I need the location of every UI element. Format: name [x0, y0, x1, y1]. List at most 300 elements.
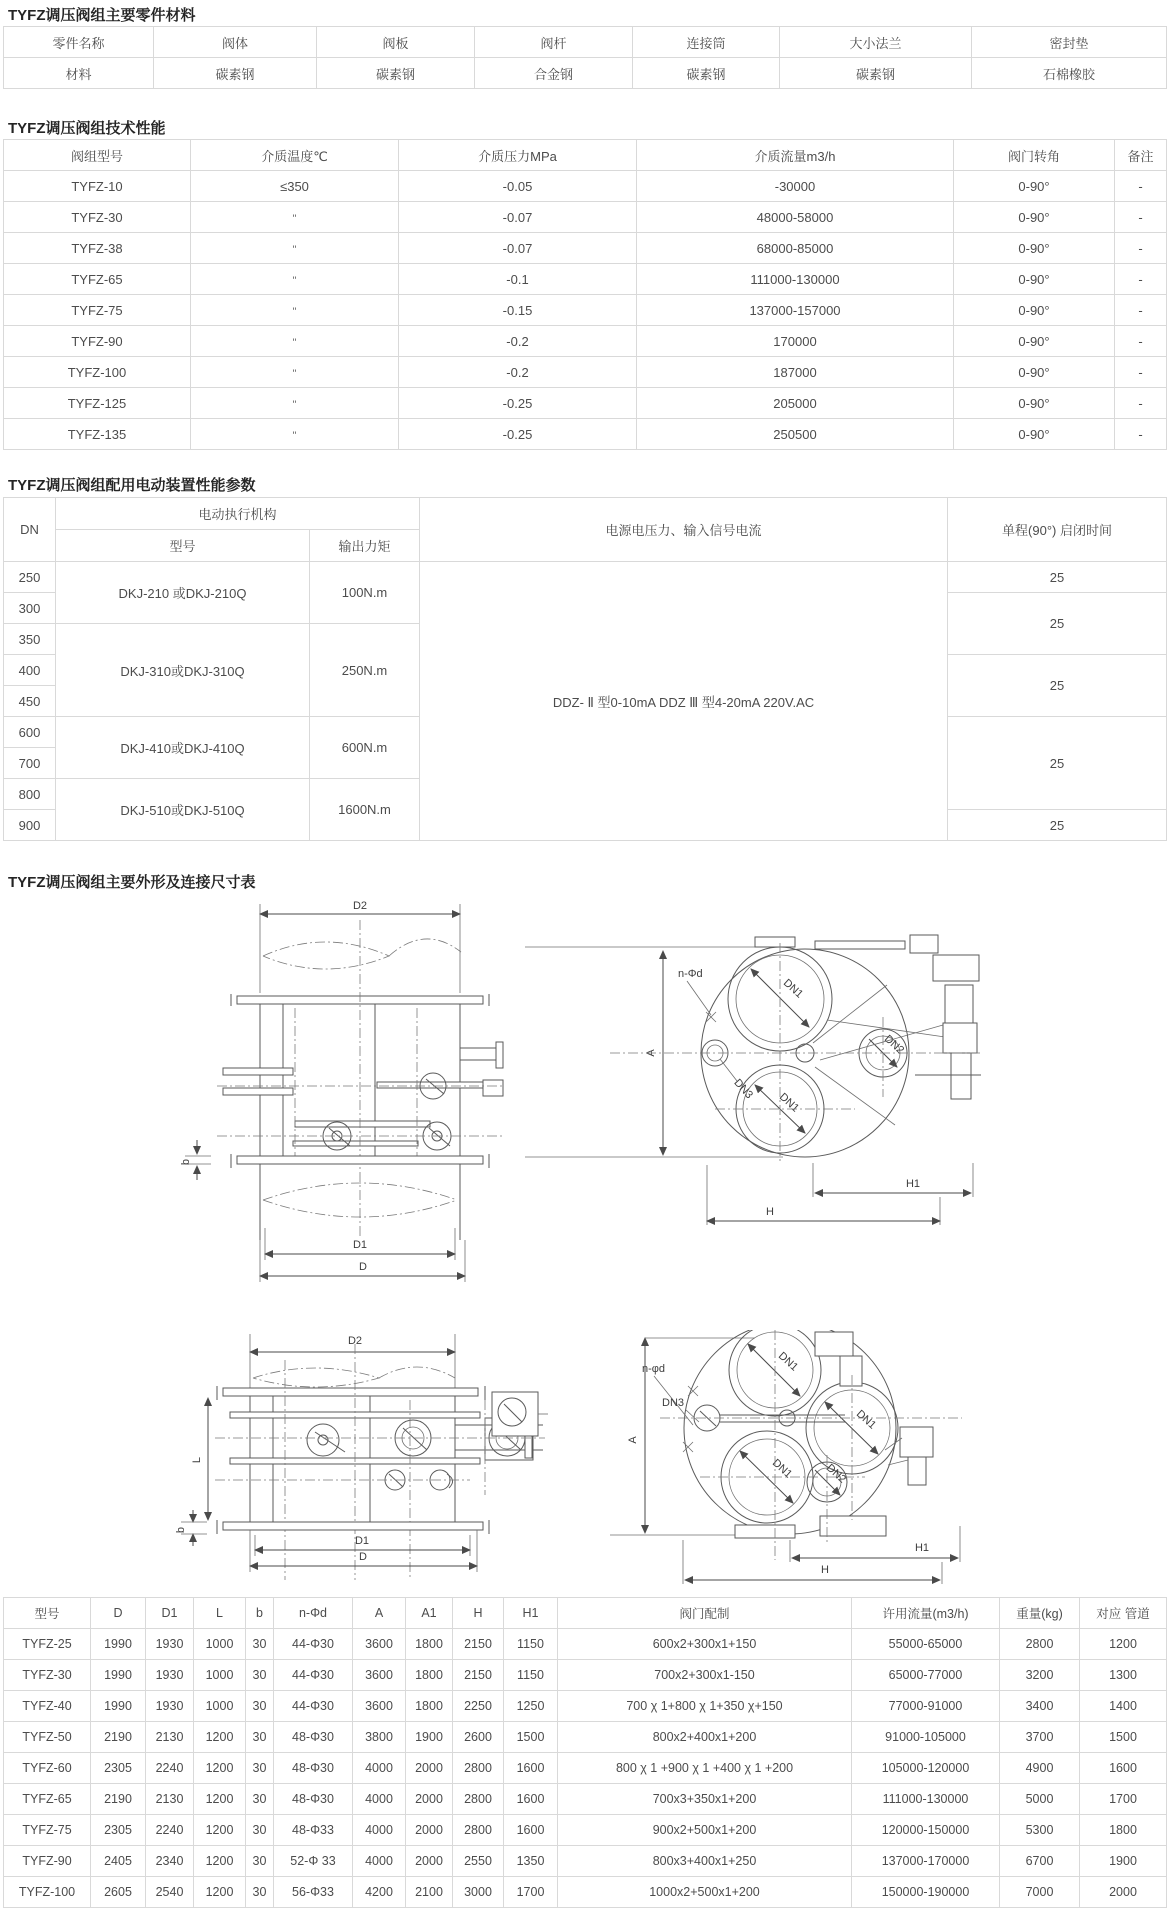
tech-cell: 111000-130000 [637, 264, 954, 295]
dims-cell: 44-Φ30 [274, 1691, 353, 1722]
dims-cell: 1200 [194, 1722, 246, 1753]
table-header-row [4, 498, 1167, 530]
dims-cell: 30 [246, 1846, 274, 1877]
dim-label-dn1: DN1 [769, 1456, 795, 1481]
dims-cell: 48-Φ30 [274, 1753, 353, 1784]
dims-cell: 2250 [453, 1691, 504, 1722]
dims-cell: 30 [246, 1753, 274, 1784]
torque-cell: 1600N.m [310, 779, 420, 841]
dims-cell: 2000 [1080, 1877, 1167, 1908]
tech-cell: TYFZ-135 [4, 419, 191, 450]
drawing-side-view-upper [165, 898, 505, 1293]
dim-label-n-phi-d: n-φd [642, 1363, 666, 1375]
drawing-face-view-upper [515, 925, 985, 1235]
dims-cell: 1700 [504, 1877, 558, 1908]
tech-cell: TYFZ-10 [4, 171, 191, 202]
dims-cell: 3600 [353, 1629, 406, 1660]
materials-header-cell: 连接筒 [633, 27, 780, 58]
dims-cell: 2130 [146, 1784, 194, 1815]
dims-col-header: H [453, 1598, 504, 1629]
dn-cell: 350 [4, 624, 56, 655]
dims-cell: TYFZ-100 [4, 1877, 91, 1908]
device-col-power: 电源电压力、输入信号电流 [420, 498, 948, 562]
dims-col-header: 许用流量(m3/h) [852, 1598, 1000, 1629]
dims-cell: 1930 [146, 1660, 194, 1691]
dims-cell: 2305 [91, 1815, 146, 1846]
dims-cell: 1600 [1080, 1753, 1167, 1784]
time-cell: 25 [948, 655, 1167, 717]
tech-cell: -0.1 [399, 264, 637, 295]
dims-cell: 2800 [1000, 1629, 1080, 1660]
tech-cell: 68000-85000 [637, 233, 954, 264]
dims-cell: 2240 [146, 1815, 194, 1846]
dims-col-header: n-Φd [274, 1598, 353, 1629]
dims-cell: 1900 [406, 1722, 453, 1753]
dims-cell: 2150 [453, 1629, 504, 1660]
model-cell: DKJ-510或DKJ-510Q [56, 779, 310, 841]
dims-cell: 1000 [194, 1629, 246, 1660]
dim-label-a: A [627, 1436, 639, 1444]
tech-col-header: 介质温度℃ [191, 140, 399, 171]
dims-cell: 2305 [91, 1753, 146, 1784]
dim-label-d1: D1 [352, 1239, 368, 1251]
tech-col-header: 阀组型号 [4, 140, 191, 171]
electric-device-table [3, 497, 1167, 841]
dims-cell: 2000 [406, 1753, 453, 1784]
table-row [4, 1629, 1167, 1660]
dims-cell: 30 [246, 1660, 274, 1691]
dims-col-header: A [353, 1598, 406, 1629]
dims-cell: 48-Φ30 [274, 1722, 353, 1753]
dim-label-dn3: DN3 [662, 1397, 685, 1409]
tech-cell: -0.25 [399, 419, 637, 450]
dim-label-dn1: DN1 [775, 1349, 801, 1374]
dims-cell: TYFZ-75 [4, 1815, 91, 1846]
tech-cell: 0-90° [954, 357, 1115, 388]
dims-cell: 3000 [453, 1877, 504, 1908]
dn-cell: 600 [4, 717, 56, 748]
tech-cell: TYFZ-75 [4, 295, 191, 326]
table-row [4, 562, 1167, 593]
dims-cell: 48-Φ30 [274, 1784, 353, 1815]
dims-cell: 2800 [453, 1784, 504, 1815]
tech-cell: " [191, 202, 399, 233]
section-title-materials: TYFZ调压阀组主要零件材料 [8, 7, 196, 24]
time-cell: 25 [948, 717, 1167, 810]
dims-cell: TYFZ-90 [4, 1846, 91, 1877]
dims-cell: 3600 [353, 1691, 406, 1722]
device-col-model: 型号 [56, 530, 310, 562]
dims-cell: 30 [246, 1877, 274, 1908]
tech-cell: TYFZ-38 [4, 233, 191, 264]
dim-label-dn2: DN2 [823, 1461, 849, 1486]
dims-cell: 4000 [353, 1846, 406, 1877]
tech-cell: TYFZ-100 [4, 357, 191, 388]
dims-cell: 1000x2+500x1+200 [558, 1877, 852, 1908]
table-row [4, 388, 1167, 419]
dims-col-header: L [194, 1598, 246, 1629]
model-cell: DKJ-210 或DKJ-210Q [56, 562, 310, 624]
dims-cell: 1300 [1080, 1660, 1167, 1691]
table-header-row [4, 140, 1167, 171]
dim-label-dn1: DN1 [853, 1407, 879, 1432]
dim-label-n-phi-d: n-Φd [678, 968, 703, 980]
dims-cell: 52-Φ 33 [274, 1846, 353, 1877]
dims-cell: TYFZ-40 [4, 1691, 91, 1722]
dim-label-d: D [359, 1551, 367, 1563]
dims-cell: 1930 [146, 1691, 194, 1722]
dims-cell: 150000-190000 [852, 1877, 1000, 1908]
table-row [4, 233, 1167, 264]
table-row [4, 357, 1167, 388]
dims-cell: 1990 [91, 1691, 146, 1722]
dim-label-d2: D2 [352, 900, 368, 912]
dims-cell: 1600 [504, 1784, 558, 1815]
tech-cell: -0.07 [399, 202, 637, 233]
material-cell: 碳素钢 [317, 58, 475, 89]
dims-cell: 1200 [194, 1815, 246, 1846]
dims-cell: 1900 [1080, 1846, 1167, 1877]
dims-cell: 1500 [1080, 1722, 1167, 1753]
dims-cell: 1800 [406, 1691, 453, 1722]
dims-col-header: A1 [406, 1598, 453, 1629]
materials-header-cell: 阀体 [154, 27, 317, 58]
dims-cell: 3200 [1000, 1660, 1080, 1691]
dims-cell: 48-Φ33 [274, 1815, 353, 1846]
dims-cell: 111000-130000 [852, 1784, 1000, 1815]
tech-cell: TYFZ-65 [4, 264, 191, 295]
tech-cell: 170000 [637, 326, 954, 357]
tech-cell: -0.15 [399, 295, 637, 326]
tech-cell: 0-90° [954, 202, 1115, 233]
torque-cell: 600N.m [310, 717, 420, 779]
material-cell: 碳素钢 [633, 58, 780, 89]
dims-cell: 700x3+350x1+200 [558, 1784, 852, 1815]
device-col-time: 单程(90°) 启闭时间 [948, 498, 1167, 562]
tech-cell: - [1115, 388, 1167, 419]
tech-cell: " [191, 264, 399, 295]
tech-cell: - [1115, 326, 1167, 357]
material-cell: 石棉橡胶 [972, 58, 1167, 89]
tech-performance-table [3, 139, 1167, 450]
torque-cell: 250N.m [310, 624, 420, 717]
dn-cell: 800 [4, 779, 56, 810]
dims-cell: 1600 [504, 1815, 558, 1846]
dims-cell: 1990 [91, 1629, 146, 1660]
dims-cell: 600x2+300x1+150 [558, 1629, 852, 1660]
dim-label-dn1: DN1 [776, 1090, 802, 1115]
table-row [4, 326, 1167, 357]
table-row [4, 1877, 1167, 1908]
dims-cell: 1800 [406, 1629, 453, 1660]
dim-label-h: H [766, 1206, 774, 1218]
dims-cell: 30 [246, 1815, 274, 1846]
dims-cell: 1200 [194, 1877, 246, 1908]
dims-cell: 3600 [353, 1660, 406, 1691]
tech-cell: - [1115, 419, 1167, 450]
section-title-electric-device: TYFZ调压阀组配用电动装置性能参数 [8, 477, 256, 494]
materials-table [3, 26, 1167, 89]
materials-row-label: 材料 [4, 58, 154, 89]
tech-cell: -0.25 [399, 388, 637, 419]
dn-cell: 400 [4, 655, 56, 686]
dim-label-dn3: DN3 [731, 1076, 756, 1102]
dims-cell: 1930 [146, 1629, 194, 1660]
materials-header-cell: 零件名称 [4, 27, 154, 58]
dim-label-d2: D2 [347, 1335, 363, 1347]
tech-cell: 0-90° [954, 171, 1115, 202]
dims-cell: 77000-91000 [852, 1691, 1000, 1722]
tech-cell: ≤350 [191, 171, 399, 202]
dims-cell: 2605 [91, 1877, 146, 1908]
dims-cell: 44-Φ30 [274, 1660, 353, 1691]
device-col-dn: DN [4, 498, 56, 562]
section-title-performance: TYFZ调压阀组技术性能 [8, 120, 166, 137]
tech-cell: " [191, 233, 399, 264]
dims-cell: 4000 [353, 1753, 406, 1784]
tech-cell: TYFZ-30 [4, 202, 191, 233]
tech-cell: " [191, 326, 399, 357]
tech-cell: TYFZ-90 [4, 326, 191, 357]
dims-cell: TYFZ-30 [4, 1660, 91, 1691]
model-cell: DKJ-310或DKJ-310Q [56, 624, 310, 717]
dims-cell: 2550 [453, 1846, 504, 1877]
dims-cell: 4000 [353, 1815, 406, 1846]
dims-cell: TYFZ-65 [4, 1784, 91, 1815]
dim-label-dn1: DN1 [780, 976, 806, 1001]
table-row [4, 295, 1167, 326]
tech-cell: " [191, 419, 399, 450]
dims-cell: 1350 [504, 1846, 558, 1877]
tech-cell: " [191, 295, 399, 326]
tech-cell: 205000 [637, 388, 954, 419]
drawing-side-view-lower [155, 1330, 545, 1595]
device-col-actuator: 电动执行机构 [56, 498, 420, 530]
dims-cell: 700 χ 1+800 χ 1+350 χ+150 [558, 1691, 852, 1722]
dims-col-header: 阀门配制 [558, 1598, 852, 1629]
dn-cell: 300 [4, 593, 56, 624]
dims-cell: 800 χ 1 +900 χ 1 +400 χ 1 +200 [558, 1753, 852, 1784]
dims-cell: 2100 [406, 1877, 453, 1908]
time-cell: 25 [948, 593, 1167, 655]
dims-cell: 4900 [1000, 1753, 1080, 1784]
dn-cell: 250 [4, 562, 56, 593]
tech-cell: 48000-58000 [637, 202, 954, 233]
tech-cell: - [1115, 295, 1167, 326]
tech-cell: 0-90° [954, 264, 1115, 295]
tech-cell: 0-90° [954, 326, 1115, 357]
dims-cell: 4000 [353, 1784, 406, 1815]
dims-cell: 2240 [146, 1753, 194, 1784]
tech-cell: - [1115, 264, 1167, 295]
materials-header-cell: 密封垫 [972, 27, 1167, 58]
table-row [4, 1784, 1167, 1815]
tech-cell: " [191, 357, 399, 388]
dims-cell: 1250 [504, 1691, 558, 1722]
tech-cell: 187000 [637, 357, 954, 388]
table-row [4, 58, 1167, 89]
dims-cell: 2190 [91, 1722, 146, 1753]
dims-cell: 2150 [453, 1660, 504, 1691]
tech-cell: 137000-157000 [637, 295, 954, 326]
dims-cell: 2540 [146, 1877, 194, 1908]
dims-cell: 3700 [1000, 1722, 1080, 1753]
dims-cell: 55000-65000 [852, 1629, 1000, 1660]
table-row [4, 264, 1167, 295]
dims-cell: 65000-77000 [852, 1660, 1000, 1691]
dims-cell: 30 [246, 1784, 274, 1815]
dims-cell: 30 [246, 1691, 274, 1722]
dims-col-header: D1 [146, 1598, 194, 1629]
dims-col-header: 对应 管道 [1080, 1598, 1167, 1629]
dims-cell: 900x2+500x1+200 [558, 1815, 852, 1846]
dn-cell: 700 [4, 748, 56, 779]
dims-cell: TYFZ-60 [4, 1753, 91, 1784]
tech-cell: -0.07 [399, 233, 637, 264]
table-header-row [4, 1598, 1167, 1629]
tech-cell: 0-90° [954, 295, 1115, 326]
dims-cell: 3400 [1000, 1691, 1080, 1722]
dims-cell: 2190 [91, 1784, 146, 1815]
dims-cell: 4200 [353, 1877, 406, 1908]
dims-cell: TYFZ-50 [4, 1722, 91, 1753]
tech-cell: " [191, 388, 399, 419]
table-row [4, 1753, 1167, 1784]
dims-cell: 91000-105000 [852, 1722, 1000, 1753]
dims-col-header: D [91, 1598, 146, 1629]
dim-label-dn2: DN2 [881, 1032, 907, 1057]
table-row [4, 419, 1167, 450]
dims-col-header: 型号 [4, 1598, 91, 1629]
dim-label-l: L [191, 1456, 203, 1464]
dims-cell: 800x2+400x1+200 [558, 1722, 852, 1753]
dims-cell: 1700 [1080, 1784, 1167, 1815]
torque-cell: 100N.m [310, 562, 420, 624]
dims-cell: 120000-150000 [852, 1815, 1000, 1846]
tech-cell: 250500 [637, 419, 954, 450]
dims-cell: 7000 [1000, 1877, 1080, 1908]
dims-cell: 1800 [406, 1660, 453, 1691]
dim-label-d1: D1 [354, 1535, 370, 1547]
dims-cell: 56-Φ33 [274, 1877, 353, 1908]
device-col-torque: 输出力矩 [310, 530, 420, 562]
table-row [4, 1815, 1167, 1846]
tech-col-header: 阀门转角 [954, 140, 1115, 171]
table-row [4, 1691, 1167, 1722]
dims-cell: 1600 [504, 1753, 558, 1784]
section-title-dimensions: TYFZ调压阀组主要外形及连接尺寸表 [8, 874, 256, 891]
dims-cell: 2000 [406, 1784, 453, 1815]
dn-cell: 900 [4, 810, 56, 841]
dims-cell: TYFZ-25 [4, 1629, 91, 1660]
material-cell: 合金钢 [475, 58, 633, 89]
dims-col-header: 重量(kg) [1000, 1598, 1080, 1629]
time-cell: 25 [948, 562, 1167, 593]
dims-cell: 2600 [453, 1722, 504, 1753]
dims-cell: 1200 [194, 1753, 246, 1784]
dims-cell: 137000-170000 [852, 1846, 1000, 1877]
tech-cell: -0.2 [399, 357, 637, 388]
table-row [4, 1722, 1167, 1753]
tech-cell: TYFZ-125 [4, 388, 191, 419]
dims-cell: 3800 [353, 1722, 406, 1753]
dims-cell: 1400 [1080, 1691, 1167, 1722]
dims-cell: 2800 [453, 1753, 504, 1784]
dims-cell: 2000 [406, 1815, 453, 1846]
dims-cell: 1000 [194, 1691, 246, 1722]
tech-cell: - [1115, 357, 1167, 388]
material-cell: 碳素钢 [780, 58, 972, 89]
material-cell: 碳素钢 [154, 58, 317, 89]
dim-label-a: A [645, 1049, 657, 1057]
tech-cell: 0-90° [954, 419, 1115, 450]
materials-header-cell: 大小法兰 [780, 27, 972, 58]
table-row [4, 1660, 1167, 1691]
tech-cell: -0.05 [399, 171, 637, 202]
time-cell: 25 [948, 810, 1167, 841]
tech-cell: -0.2 [399, 326, 637, 357]
tech-col-header: 介质流量m3/h [637, 140, 954, 171]
dims-cell: 1200 [194, 1784, 246, 1815]
dims-cell: 2000 [406, 1846, 453, 1877]
dims-cell: 1800 [1080, 1815, 1167, 1846]
dims-cell: 44-Φ30 [274, 1629, 353, 1660]
tech-cell: -30000 [637, 171, 954, 202]
tech-cell: - [1115, 233, 1167, 264]
dim-label-d: D [359, 1261, 367, 1273]
dims-cell: 30 [246, 1629, 274, 1660]
dims-cell: 6700 [1000, 1846, 1080, 1877]
table-row [4, 27, 1167, 58]
dims-cell: 1200 [194, 1846, 246, 1877]
dim-label-h: H [821, 1564, 829, 1576]
dim-label-b: b [175, 1526, 187, 1534]
dims-col-header: b [246, 1598, 274, 1629]
tech-cell: - [1115, 202, 1167, 233]
dims-cell: 1500 [504, 1722, 558, 1753]
power-cell: DDZ- Ⅱ 型0-10mA DDZ Ⅲ 型4-20mA 220V.AC [420, 562, 948, 841]
table-row [4, 1846, 1167, 1877]
table-row [4, 202, 1167, 233]
dims-cell: 1990 [91, 1660, 146, 1691]
dims-cell: 2130 [146, 1722, 194, 1753]
dims-cell: 1150 [504, 1629, 558, 1660]
tech-col-header: 介质压力MPa [399, 140, 637, 171]
dims-cell: 105000-120000 [852, 1753, 1000, 1784]
dims-cell: 1150 [504, 1660, 558, 1691]
drawing-face-view-lower [490, 1330, 970, 1595]
materials-header-cell: 阀板 [317, 27, 475, 58]
dim-label-b: b [180, 1158, 192, 1166]
dimensions-table [3, 1597, 1167, 1908]
table-row [4, 171, 1167, 202]
dims-cell: 1200 [1080, 1629, 1167, 1660]
dims-cell: 700x2+300x1-150 [558, 1660, 852, 1691]
tech-cell: 0-90° [954, 388, 1115, 419]
model-cell: DKJ-410或DKJ-410Q [56, 717, 310, 779]
dn-cell: 450 [4, 686, 56, 717]
dims-col-header: H1 [504, 1598, 558, 1629]
tech-cell: - [1115, 171, 1167, 202]
dims-cell: 800x3+400x1+250 [558, 1846, 852, 1877]
tech-cell: 0-90° [954, 233, 1115, 264]
dims-cell: 2405 [91, 1846, 146, 1877]
dims-cell: 1000 [194, 1660, 246, 1691]
dims-cell: 2800 [453, 1815, 504, 1846]
dims-cell: 5000 [1000, 1784, 1080, 1815]
dims-cell: 5300 [1000, 1815, 1080, 1846]
tech-col-header: 备注 [1115, 140, 1167, 171]
